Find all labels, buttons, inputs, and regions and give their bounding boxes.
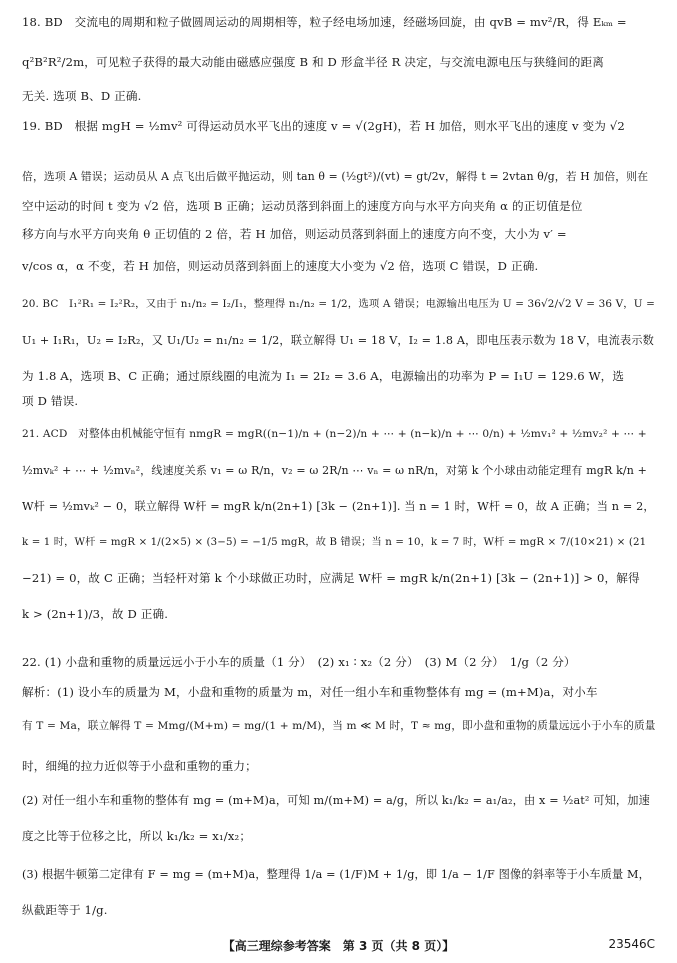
q22-answer-line: 22. (1) 小盘和重物的质量远远小于小车的质量（1 分） (2) x₁ ∶ x₂（2 分） (3) M（2 分） 1/g（2 分） bbox=[22, 655, 576, 669]
q19-line-1: 19. BD 根据 mgH = ½mv² 可得运动员水平飞出的速度 v = √(2gH)，若 H 加倍，则水平飞出的速度 v 变为 √2 bbox=[22, 119, 625, 133]
q22-analysis-line-2: 有 T = Ma，联立解得 T = Mmg/(M+m) = mg/(1 + m/M)，当 m ≪ M 时，T ≈ mg，即小盘和重物的质量远远小于小车的质量 bbox=[22, 720, 656, 732]
q20-line-2: U₁ + I₁R₁，U₂ = I₂R₂，又 U₁/U₂ = n₁/n₂ = 1/2，联立解得 U₁ = 18 V，I₂ = 1.8 A，即电压表示数为 18 V，电流表示数 bbox=[22, 334, 654, 347]
q22-analysis-line-3: 时，细绳的拉力近似等于小盘和重物的重力； bbox=[22, 759, 257, 773]
q22-analysis-line-5: 度之比等于位移之比，所以 k₁/k₂ = x₁/x₂； bbox=[22, 829, 252, 843]
q21-line-6: k > (2n+1)/3，故 D 正确. bbox=[22, 607, 169, 621]
q20-line-1: 20. BC I₁²R₁ = I₂²R₂，又由于 n₁/n₂ = I₂/I₁，整理得 n₁/n₂ = 1/2，选项 A 错误；电源输出电压为 U = 36√2/√2 V = 36 V，U = bbox=[22, 298, 656, 310]
q21-line-2: ½mvₖ² + ⋯ + ½mvₙ²，线速度关系 v₁ = ω R/n，v₂ = ω 2R/n ⋯ vₙ = ω nR/n，对第 k 个小球由动能定理有 mgR k/n + bbox=[22, 464, 647, 477]
q18-line-1: 18. BD 交流电的周期和粒子做圆周运动的周期相等，粒子经电场加速，经磁场回旋，由 qvB = mv²/R，得 Eₖₘ = bbox=[22, 15, 627, 29]
q19-line-3: 空中运动的时间 t 变为 √2 倍，选项 B 正确；运动员落到斜面上的速度方向与水平方向夹角 α 的正切值是位 bbox=[22, 199, 583, 213]
q22-analysis-line-1: 解析：(1) 设小车的质量为 M，小盘和重物的质量为 m，对任一组小车和重物整体有 mg = (m+M)a，对小车 bbox=[22, 685, 598, 699]
q22-analysis-line-6: (3) 根据牛顿第二定律有 F = mg = (m+M)a，整理得 1/a = (1/F)M + 1/g，即 1/a − 1/F 图像的斜率等于小车质量 M， bbox=[22, 868, 650, 881]
q22-analysis-line-4: (2) 对任一组小车和重物的整体有 mg = (m+M)a，可知 m/(m+M) = a/g，所以 k₁/k₂ = a₁/a₂，由 x = ½at² 可知，加速 bbox=[22, 794, 650, 807]
q21-line-5: −21) = 0，故 C 正确；当轻杆对第 k 个小球做正功时，应满足 W杆 = mgR k/n(2n+1) [3k − (2n+1)] > 0，解得 bbox=[22, 571, 640, 585]
q19-line-5: v/cos α，α 不变，若 H 加倍，则运动员落到斜面上的速度大小变为 √2 倍，选项 C 错误，D 正确. bbox=[22, 259, 539, 273]
q18-line-3: 无关. 选项 B、D 正确. bbox=[22, 89, 142, 103]
q20-line-3: 为 1.8 A，选项 B、C 正确；通过原线圈的电流为 I₁ = 2I₂ = 3.6 A，电源输出的功率为 P = I₁U = 129.6 W，选 bbox=[22, 369, 625, 383]
q19-line-4: 移方向与水平方向夹角 θ 正切值的 2 倍，若 H 加倍，则运动员落到斜面上的速度方向不变，大小为 v′ = bbox=[22, 227, 567, 241]
document-code: 23546C bbox=[608, 937, 655, 951]
page-footer-title: 【高三理综参考答案 第 3 页（共 8 页）】 bbox=[222, 939, 455, 953]
q22-analysis-line-7: 纵截距等于 1/g. bbox=[22, 903, 108, 917]
q21-line-3: W杆 = ½mvₖ² − 0，联立解得 W杆 = mgR k/n(2n+1) [3k − (2n+1)]. 当 n = 1 时，W杆 = 0，故 A 正确；当 n = 2， bbox=[22, 500, 655, 513]
q21-line-4: k = 1 时，W杆 = mgR × 1/(2×5) × (3−5) = −1/5 mgR，故 B 错误；当 n = 10，k = 7 时，W杆 = mgR × 7/(10×21) × (21 bbox=[22, 537, 647, 548]
q19-line-2: 倍，选项 A 错误；运动员从 A 点飞出后做平抛运动，则 tan θ = (½gt²)/(vt) = gt/2v，解得 t = 2vtan θ/g，若 H 加倍，则在 bbox=[22, 170, 649, 183]
q18-line-2: q²B²R²/2m，可见粒子获得的最大动能由磁感应强度 B 和 D 形盒半径 R 决定，与交流电源电压与狭缝间的距离 bbox=[22, 55, 604, 69]
q20-line-4: 项 D 错误. bbox=[22, 394, 79, 408]
q21-line-1: 21. ACD 对整体由机械能守恒有 nmgR = mgR((n−1)/n + (n−2)/n + ⋯ + (n−k)/n + ⋯ 0/n) + ½mv₁² + ½mv₂² + ⋯ + bbox=[22, 428, 647, 440]
